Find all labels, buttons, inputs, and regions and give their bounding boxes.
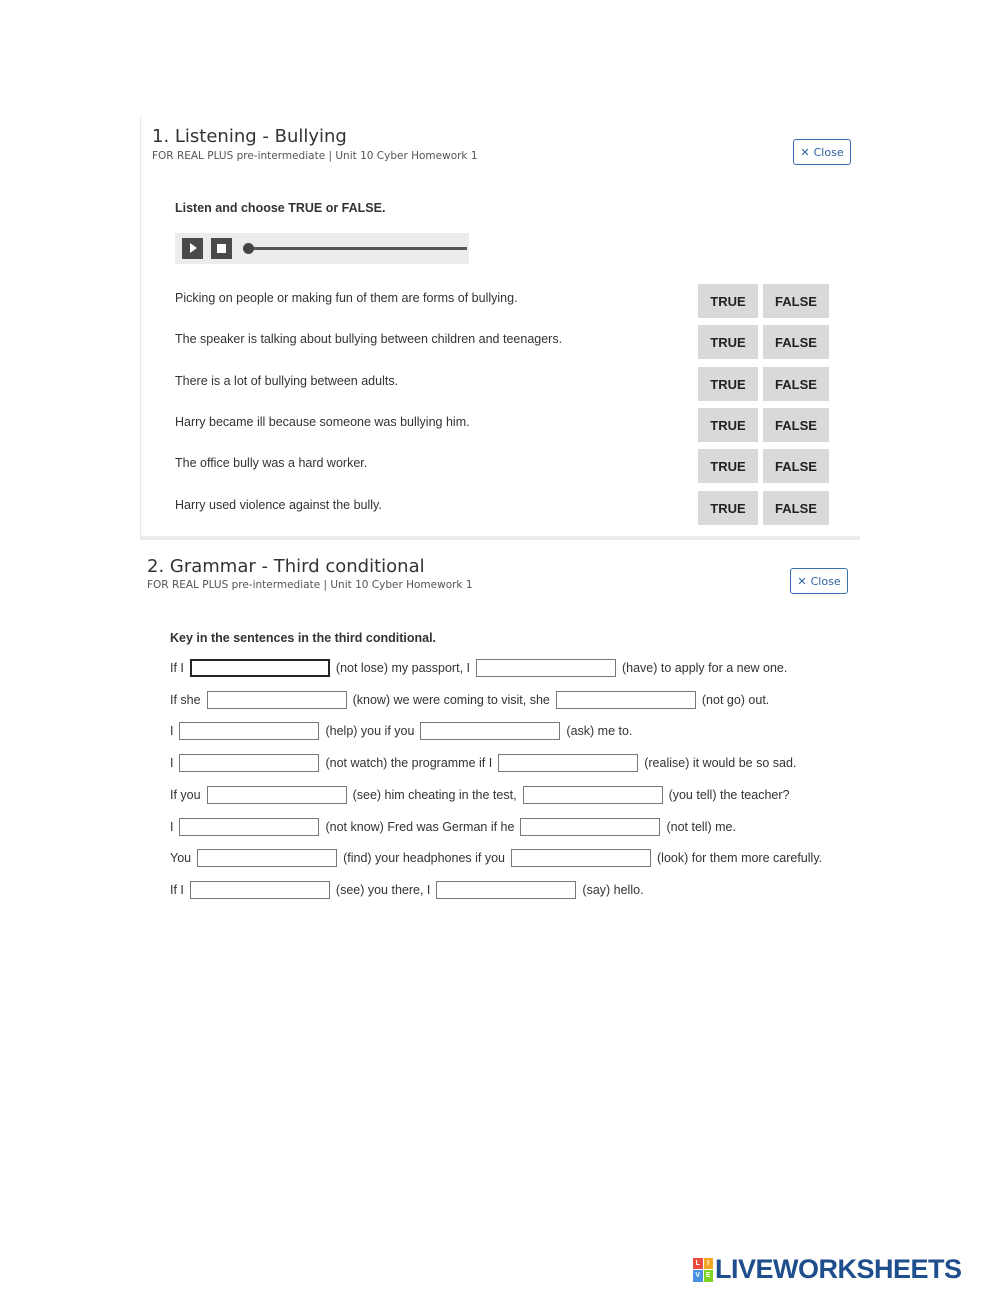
statement-text: There is a lot of bullying between adults. — [175, 374, 399, 388]
listening-subtitle: FOR REAL PLUS pre-intermediate | Unit 10 Cyber Homework 1 — [152, 150, 478, 162]
sentence-row — [170, 753, 799, 773]
answer-input[interactable] — [498, 754, 638, 772]
logo-text: LIVEWORKSHEETS — [715, 1254, 962, 1284]
sentence-part: I — [170, 756, 174, 770]
sentence-row — [170, 785, 792, 805]
close-button-section2[interactable] — [790, 568, 848, 594]
sentence-part: (know) we were coming to visit, she — [352, 693, 550, 707]
audio-player — [175, 233, 469, 264]
logo-tile: I — [704, 1258, 714, 1270]
sentence-part: (you tell) the teacher? — [668, 788, 790, 802]
false-button[interactable]: FALSE — [763, 491, 829, 525]
answer-input[interactable] — [207, 691, 347, 709]
answer-input[interactable] — [511, 849, 651, 867]
sentence-part: (not watch) the programme if I — [325, 756, 493, 770]
close-icon: ✕ — [800, 145, 810, 159]
answer-input[interactable] — [179, 818, 319, 836]
answer-input[interactable] — [179, 722, 319, 740]
liveworksheets-logo — [693, 1254, 962, 1285]
sentence-part: If I — [170, 661, 184, 675]
sentence-part: (not go) out. — [701, 693, 770, 707]
answer-input[interactable] — [520, 818, 660, 836]
sentence-part: (have) to apply for a new one. — [621, 661, 788, 675]
answer-input[interactable] — [179, 754, 319, 772]
sentence-part: (not know) Fred was German if he — [325, 820, 515, 834]
sentence-part: (see) you there, I — [335, 883, 431, 897]
sentence-row — [170, 690, 772, 710]
answer-input[interactable] — [556, 691, 696, 709]
stop-button[interactable] — [211, 238, 232, 259]
listening-title: 1. Listening - Bullying — [152, 126, 347, 147]
sentence-part: I — [170, 724, 174, 738]
answer-input[interactable] — [190, 881, 330, 899]
answer-input[interactable] — [420, 722, 560, 740]
sentence-row — [170, 880, 647, 900]
listening-instruction: Listen and choose TRUE or FALSE. — [175, 201, 386, 215]
sentence-part: (say) hello. — [582, 883, 644, 897]
answer-input[interactable] — [197, 849, 337, 867]
true-button[interactable]: TRUE — [698, 408, 758, 442]
grammar-instruction: Key in the sentences in the third conditional. — [170, 631, 437, 645]
false-button[interactable]: FALSE — [763, 367, 829, 401]
true-button[interactable]: TRUE — [698, 284, 758, 318]
sentence-part: I — [170, 820, 174, 834]
statement-text: Harry became ill because someone was bullying him. — [175, 415, 470, 429]
statement-text: The speaker is talking about bullying between children and teenagers. — [175, 332, 563, 346]
sentence-row — [170, 658, 790, 678]
true-button[interactable]: TRUE — [698, 367, 758, 401]
sentence-row — [170, 817, 739, 837]
audio-progress-track[interactable] — [247, 247, 467, 250]
logo-tiles — [693, 1258, 713, 1282]
sentence-part: You — [170, 851, 192, 865]
sentence-part: (not tell) me. — [666, 820, 736, 834]
close-button-section1[interactable] — [793, 139, 851, 165]
sentence-part: (ask) me to. — [566, 724, 633, 738]
play-button[interactable] — [182, 238, 203, 259]
false-button[interactable]: FALSE — [763, 449, 829, 483]
true-button[interactable]: TRUE — [698, 325, 758, 359]
logo-tile: V — [693, 1270, 703, 1282]
play-icon — [190, 243, 197, 253]
sentence-row — [170, 848, 825, 868]
answer-input[interactable] — [207, 786, 347, 804]
sentence-part: (look) for them more carefully. — [657, 851, 823, 865]
statement-text: The office bully was a hard worker. — [175, 456, 368, 470]
sentence-part: (not lose) my passport, I — [335, 661, 470, 675]
close-label: Close — [813, 145, 844, 159]
sentence-part: (see) him cheating in the test, — [352, 788, 517, 802]
false-button[interactable]: FALSE — [763, 408, 829, 442]
grammar-title: 2. Grammar - Third conditional — [147, 556, 425, 577]
true-button[interactable]: TRUE — [698, 491, 758, 525]
answer-input[interactable] — [523, 786, 663, 804]
grammar-subtitle: FOR REAL PLUS pre-intermediate | Unit 10 Cyber Homework 1 — [147, 579, 473, 591]
sentence-part: (help) you if you — [325, 724, 415, 738]
statement-text: Harry used violence against the bully. — [175, 498, 382, 512]
answer-input[interactable] — [476, 659, 616, 677]
false-button[interactable]: FALSE — [763, 325, 829, 359]
logo-tile: L — [693, 1258, 703, 1270]
sentence-part: If I — [170, 883, 184, 897]
logo-tile: E — [704, 1270, 714, 1282]
statement-text: Picking on people or making fun of them are forms of bullying. — [175, 291, 518, 305]
sentence-part: (find) your headphones if you — [343, 851, 506, 865]
answer-input[interactable] — [436, 881, 576, 899]
true-button[interactable]: TRUE — [698, 449, 758, 483]
sentence-part: (realise) it would be so sad. — [644, 756, 797, 770]
close-icon: ✕ — [797, 574, 807, 588]
sentence-part: If you — [170, 788, 201, 802]
answer-input[interactable] — [190, 659, 330, 677]
false-button[interactable]: FALSE — [763, 284, 829, 318]
sentence-row — [170, 721, 635, 741]
close-label: Close — [810, 574, 841, 588]
audio-progress-handle[interactable] — [243, 243, 254, 254]
sentence-part: If she — [170, 693, 201, 707]
stop-icon — [217, 244, 226, 253]
